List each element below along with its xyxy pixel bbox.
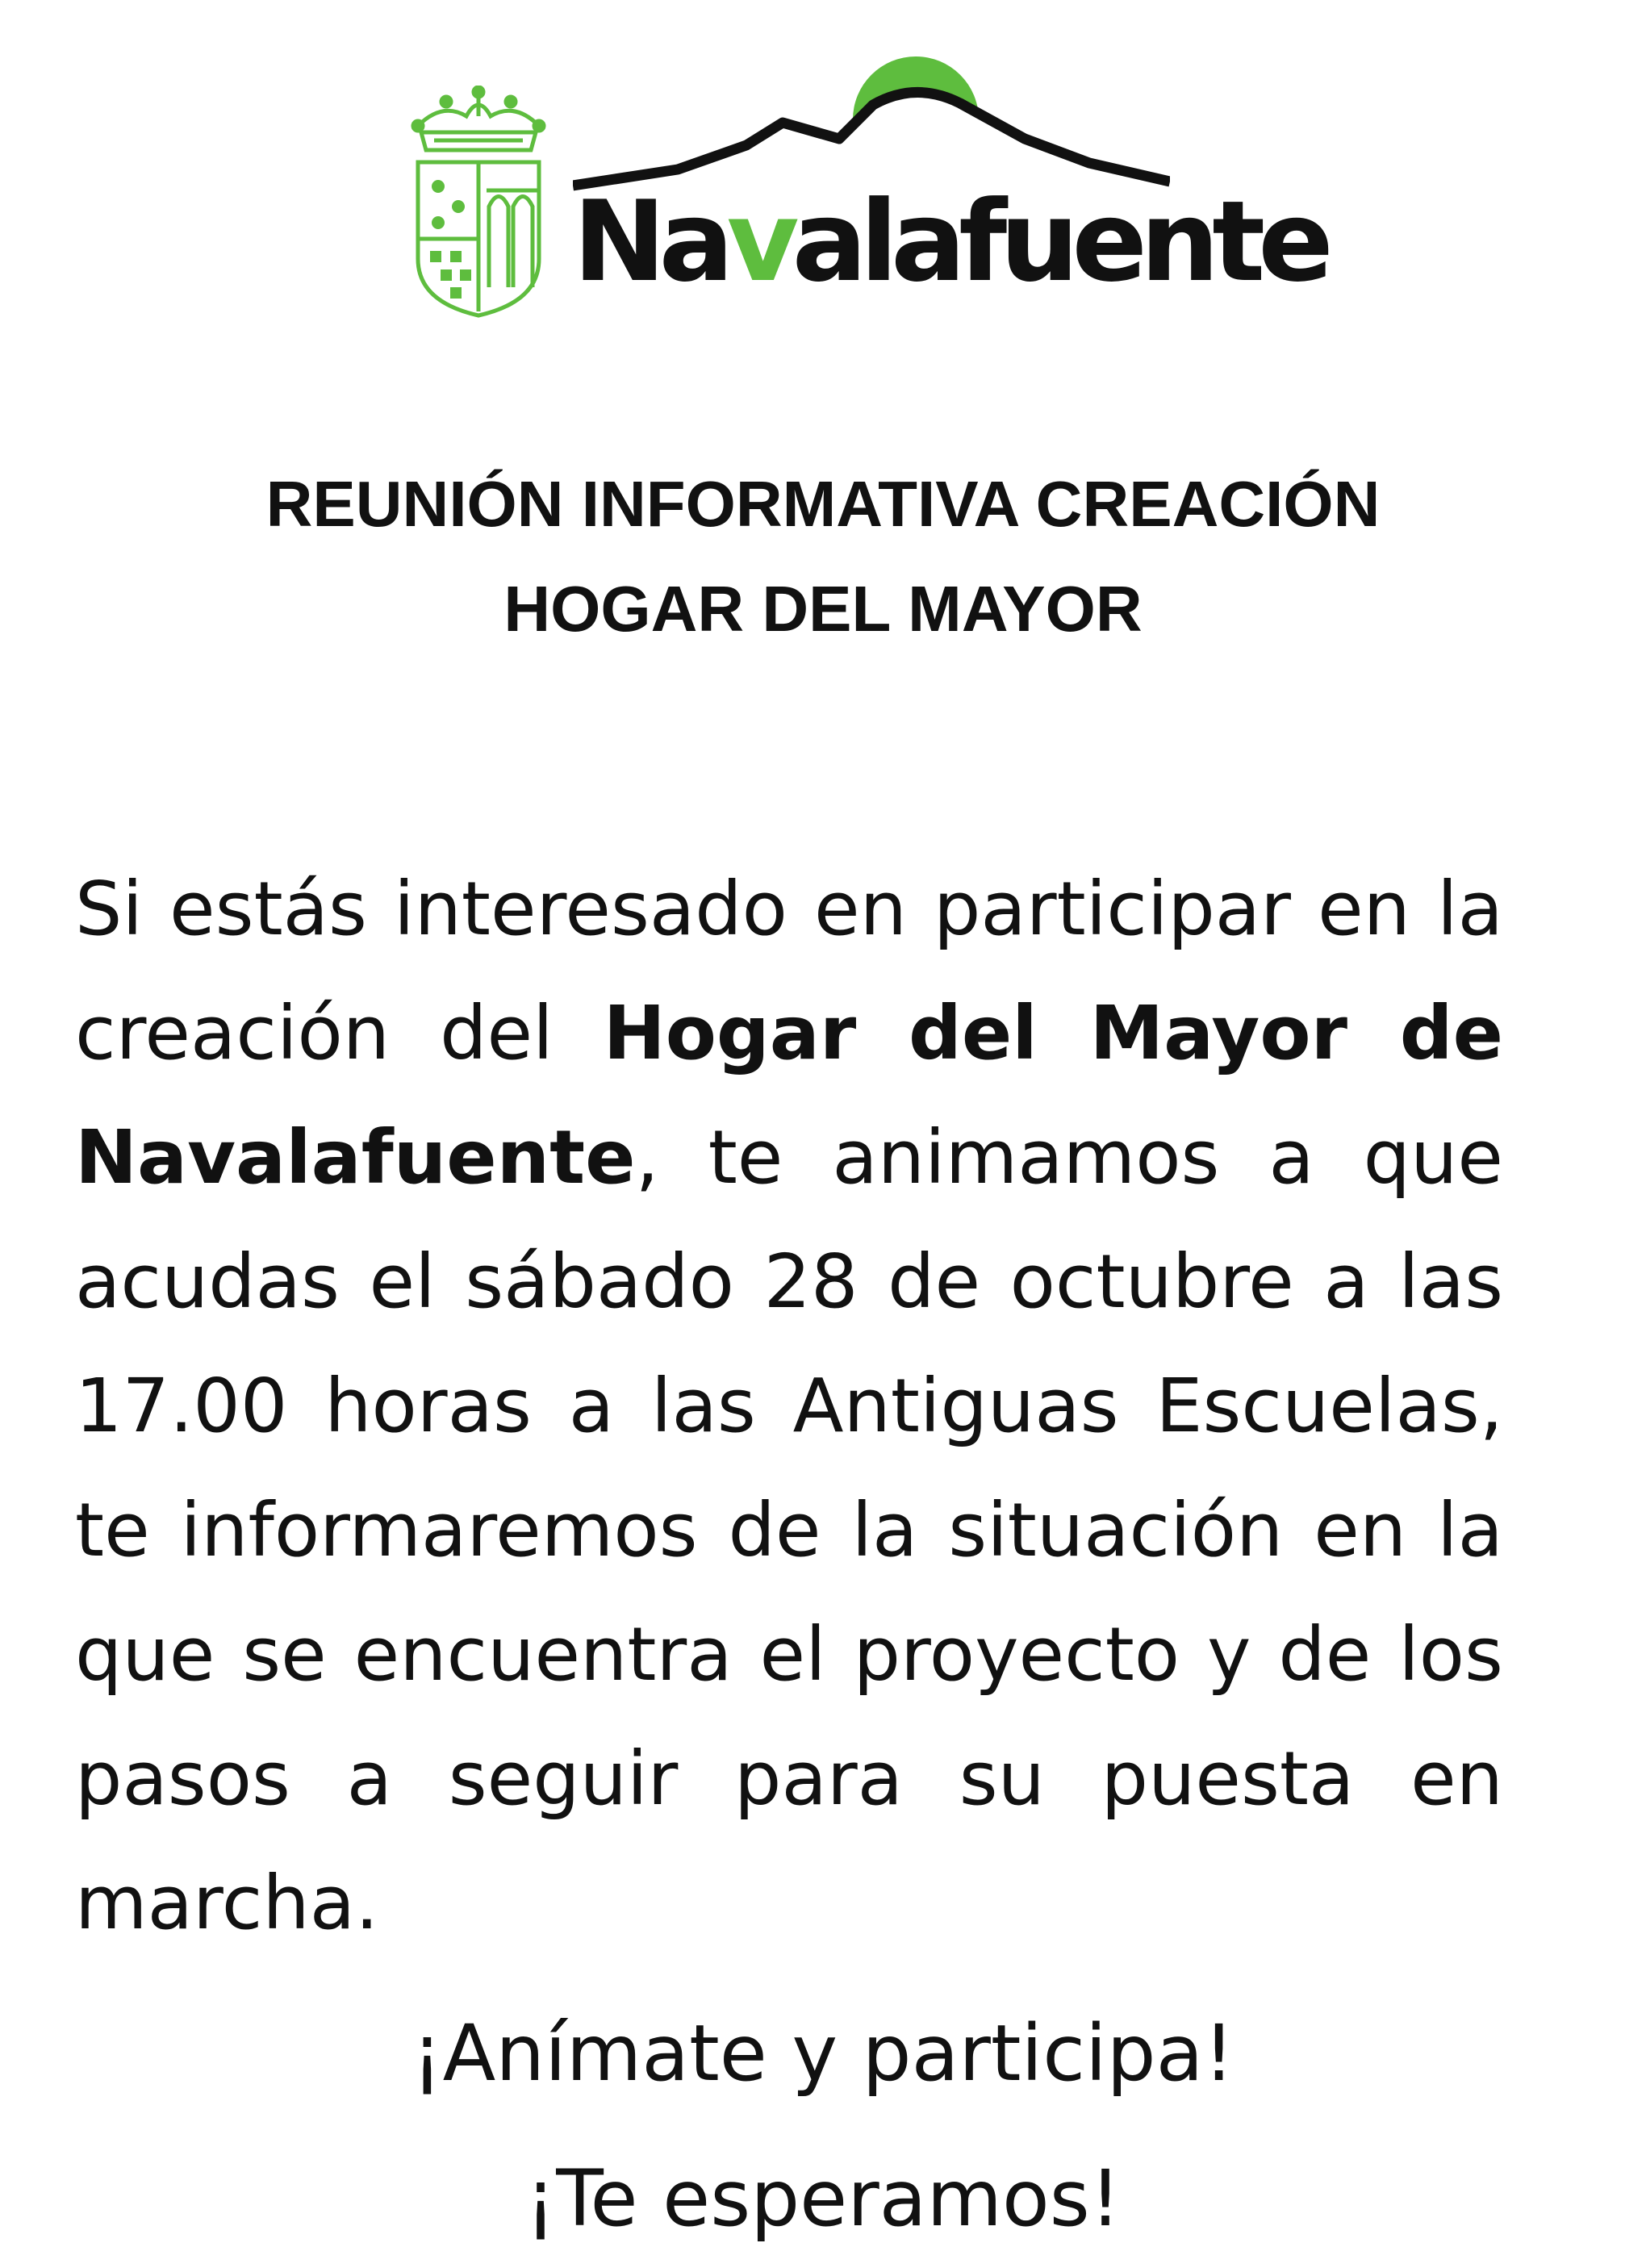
logo bbox=[403, 48, 1326, 323]
wordmark-start: Na bbox=[573, 177, 727, 307]
closing-line-1: ¡Anímate y participa! bbox=[412, 2008, 1234, 2099]
wordmark-accent-letter: v bbox=[726, 177, 792, 307]
page-title bbox=[0, 452, 1646, 662]
paragraph-details: , te animamos a que acudas el sábado 28 de octubre a las 17.00 horas a las Antiguas Escuelas, te informaremos de la situación en la que se encuentra el proyecto y de los pasos a seguir para su puesta en marcha. bbox=[75, 1114, 1503, 1946]
wordmark-end: alafuente bbox=[792, 177, 1326, 307]
announcement-paragraph bbox=[75, 847, 1503, 1965]
title-line-1: REUNIÓN INFORMATIVA CREACIÓN bbox=[265, 468, 1381, 540]
paragraph-intro: Si estás interesado en participar en la creación del bbox=[75, 866, 1503, 1076]
logo-wordmark bbox=[573, 161, 1326, 323]
coat-of-arms-icon bbox=[410, 86, 547, 320]
closing-line-2: ¡Te esperamos! bbox=[524, 2153, 1122, 2244]
paragraph-highlight: Hogar del Mayor de Navalafuente bbox=[75, 990, 1503, 1201]
title-line-2: HOGAR DEL MAYOR bbox=[503, 573, 1143, 645]
